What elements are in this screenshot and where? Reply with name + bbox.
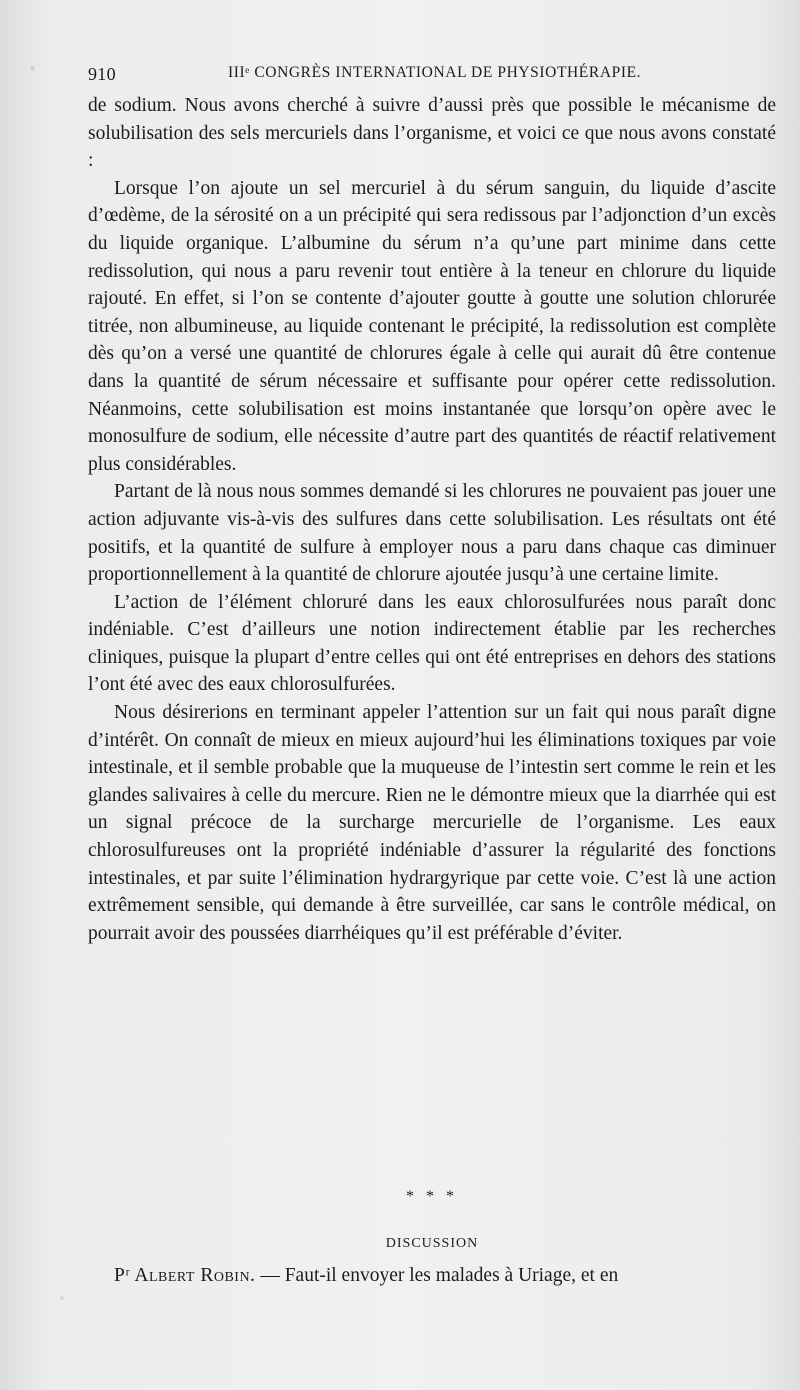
running-head: IIIᵉ CONGRÈS INTERNATIONAL DE PHYSIOTHÉRAPIE.	[228, 64, 642, 81]
section-title: DISCUSSION	[385, 1236, 479, 1251]
ink-mark	[60, 1296, 64, 1300]
asterism: * * *	[406, 1188, 458, 1205]
paragraph: de sodium. Nous avons cherché à suivre d’aussi près que possible le mécanisme de solubilisation des sels mercuriels dans l’organisme, et voici ce que nous avons constaté :	[88, 95, 776, 172]
discussion-paragraph	[88, 1262, 776, 1290]
main-text	[88, 92, 776, 947]
paragraph: Lorsque l’on ajoute un sel mercuriel à du sérum sanguin, du liquide d’ascite d’œdème, de la sérosité on a un précipité qui sera redissous par l’adjonction d’un excès du liquide organique. L’albumine du sérum n’a qu’une part minime dans cette redissolution, qui nous a paru revenir tout entière à la teneur en chlorure du liquide rajouté. En effet, si l’on se contente d’ajouter goutte à goutte une solution chlorurée titrée, non albumineuse, au liquide contenant le précipité, la redissolution est complète dès qu’on a versé une quantité de chlorures égale à celle qui aurait dû être contenue dans la quantité de sérum nécessaire et suffisante pour opérer cette redissolution. Néanmoins, cette solubilisation est moins instantanée que lorsqu’on opère avec le monosulfure de sodium, elle nécessite d’autre part des quantités de réactif relativement plus considérables.	[88, 177, 776, 475]
speaker-name: Pʳ Albert Robin.	[114, 1265, 256, 1286]
paragraph: Partant de là nous nous sommes demandé si les chlorures ne pouvaient pas jouer une action adjuvante vis-à-vis des sulfures dans cette solubilisation. Les résultats ont été positifs, et la quantité de sulfure à employer nous a paru dans chaque cas diminuer proportionnellement à la quantité de chlorure ajoutée jusqu’à une certaine limite.	[88, 481, 776, 586]
discussion-text: — Faut-il envoyer les malades à Uriage, et en	[255, 1265, 619, 1286]
paragraph: Nous désirerions en terminant appeler l’attention sur un fait qui nous paraît digne d’intérêt. On connaît de mieux en mieux aujourd’hui les éliminations toxiques par voie intestinale, et il semble probable que la muqueuse de l’intestin sert comme le rein et les glandes salivaires à celle du mercure. Rien ne le démontre mieux que la diarrhée qui est un signal précoce de la surcharge mercurielle de l’organisme. Les eaux chlorosulfureuses ont la propriété indéniable d’assurer la régularité des fonctions intestinales, et par suite l’élimination hydrargyrique par cette voie. C’est là une action extrêmement sensible, qui demande à être surveillée, car sans le contrôle médical, on pourrait avoir des poussées diarrhéiques qu’il est préférable d’éviter.	[88, 702, 776, 944]
page-header	[88, 60, 776, 86]
section-separator	[88, 1190, 776, 1204]
ink-mark	[30, 66, 35, 71]
paragraph: L’action de l’élément chloruré dans les eaux chlorosulfurées nous paraît donc indéniable. C’est d’ailleurs une notion indirectement établie par les recherches cliniques, puisque la plupart d’entre celles qui ont été entreprises en dehors des stations l’ont été avec des eaux chlorosulfurées.	[88, 591, 776, 696]
page-number: 910	[88, 64, 116, 84]
